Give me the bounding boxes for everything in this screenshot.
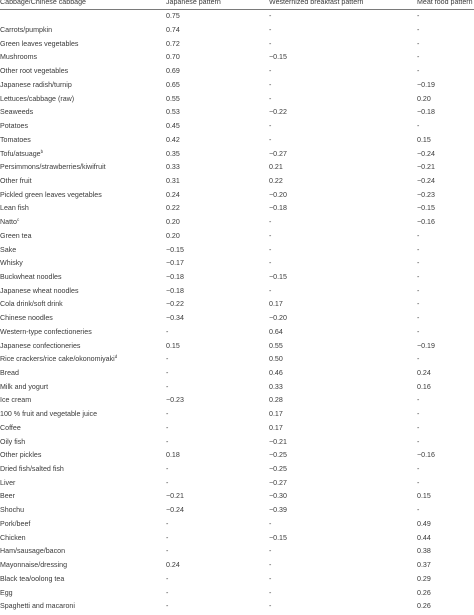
meat-food-pattern-value: −0.24 [417, 176, 435, 185]
meat-food-pattern-value: - [417, 314, 420, 323]
meat-food-pattern-value: - [417, 26, 420, 35]
table-row [0, 10, 474, 24]
westernized-breakfast-value: - [269, 80, 272, 89]
westernized-breakfast-value: 0.21 [269, 163, 283, 172]
meat-food-pattern-value: - [417, 478, 420, 487]
table-row [0, 51, 474, 65]
meat-food-pattern-value: 0.20 [417, 94, 431, 103]
westernized-breakfast-value: −0.27 [269, 478, 287, 487]
westernized-breakfast-value: −0.15 [269, 533, 287, 542]
meat-food-pattern-value: - [417, 355, 420, 364]
table-row [0, 326, 474, 340]
japanese-pattern-value: - [166, 519, 169, 528]
westernized-breakfast-value: - [269, 547, 272, 556]
column-header-meat-food-pattern: Meat food pattern [416, 0, 474, 10]
food-item-name: Western-type confectioneries [0, 327, 92, 336]
westernized-breakfast-value: - [269, 259, 272, 268]
food-item-label [0, 490, 166, 504]
food-item-label [0, 271, 166, 285]
westernized-breakfast-value: −0.27 [269, 149, 287, 158]
first-row-food-label: Cabbage/Chinese cabbage [0, 0, 166, 10]
japanese-pattern-value: 0.72 [166, 39, 180, 48]
japanese-pattern-value: - [166, 588, 169, 597]
japanese-pattern-value: −0.23 [166, 396, 184, 405]
food-item-name: Other pickles [0, 451, 42, 460]
food-item-label [0, 79, 166, 93]
westernized-breakfast-value: 0.28 [269, 396, 283, 405]
japanese-pattern-value: −0.18 [166, 286, 184, 295]
footnote-marker: d [114, 354, 118, 360]
food-item-name: 100 % fruit and vegetable juice [0, 410, 98, 419]
westernized-breakfast-value: −0.20 [269, 314, 287, 323]
food-item-label [0, 572, 166, 586]
westernized-breakfast-value: −0.15 [269, 53, 287, 62]
table-row [0, 545, 474, 559]
food-item-label [0, 339, 166, 353]
westernized-breakfast-value: 0.17 [269, 423, 283, 432]
meat-food-pattern-value: 0.38 [417, 547, 431, 556]
food-item-label [0, 92, 166, 106]
food-item-label [0, 559, 166, 573]
food-item-name: Lettuces/cabbage (raw) [0, 94, 75, 103]
food-item-label [0, 147, 166, 161]
westernized-breakfast-value: - [269, 135, 272, 144]
food-item-label [0, 463, 166, 477]
westernized-breakfast-value: - [269, 122, 272, 131]
japanese-pattern-value: −0.24 [166, 506, 184, 515]
japanese-pattern-value: −0.15 [166, 245, 184, 254]
westernized-breakfast-value: −0.15 [269, 272, 287, 281]
food-item-label [0, 435, 166, 449]
meat-food-pattern-value: −0.19 [417, 80, 435, 89]
westernized-breakfast-value: - [269, 245, 272, 254]
westernized-breakfast-value: - [269, 588, 272, 597]
table-row [0, 202, 474, 216]
food-item-name: Mushrooms [0, 53, 38, 62]
meat-food-pattern-value: - [417, 67, 420, 76]
meat-food-pattern-value: 0.26 [417, 588, 431, 597]
food-item-label [0, 65, 166, 79]
food-item-label [0, 216, 166, 230]
food-item-label [0, 188, 166, 202]
table-row [0, 435, 474, 449]
meat-food-pattern-value: - [417, 272, 420, 281]
westernized-breakfast-value: - [269, 94, 272, 103]
food-item-name: Japanese wheat noodles [0, 286, 79, 295]
table-row [0, 147, 474, 161]
table-row [0, 243, 474, 257]
food-item-label [0, 476, 166, 490]
food-item-name: Other fruit [0, 176, 32, 185]
westernized-breakfast-value: - [269, 231, 272, 240]
food-item-label [0, 133, 166, 147]
meat-food-pattern-value: - [417, 245, 420, 254]
food-item-label [0, 312, 166, 326]
food-item-name: Tomatoes [0, 135, 31, 144]
table-row [0, 230, 474, 244]
food-item-label [0, 545, 166, 559]
food-item-name: Japanese confectioneries [0, 341, 81, 350]
westernized-breakfast-value: −0.25 [269, 465, 287, 474]
japanese-pattern-value: 0.42 [166, 135, 180, 144]
meat-food-pattern-value: - [417, 437, 420, 446]
food-item-name: Whisky [0, 259, 23, 268]
meat-food-pattern-value: −0.16 [417, 218, 435, 227]
food-item-label [0, 449, 166, 463]
table-row [0, 559, 474, 573]
table-row [0, 106, 474, 120]
food-item-name: Persimmons/strawberries/kiwifruit [0, 163, 106, 172]
meat-food-pattern-value: 0.49 [417, 519, 431, 528]
table-row [0, 175, 474, 189]
food-item-label [0, 161, 166, 175]
food-item-label [0, 504, 166, 518]
food-item-name: Green tea [0, 231, 32, 240]
table-row [0, 504, 474, 518]
japanese-pattern-value: - [166, 602, 169, 611]
japanese-pattern-value: - [166, 478, 169, 487]
meat-food-pattern-value: - [417, 12, 420, 21]
food-item-label [0, 284, 166, 298]
food-item-name: Carrots/pumpkin [0, 26, 53, 35]
westernized-breakfast-value: - [269, 67, 272, 76]
table-row [0, 367, 474, 381]
westernized-breakfast-value: - [269, 519, 272, 528]
japanese-pattern-value: - [166, 355, 169, 364]
japanese-pattern-value: 0.70 [166, 53, 180, 62]
table-row [0, 133, 474, 147]
meat-food-pattern-value: −0.19 [417, 341, 435, 350]
food-item-label [0, 106, 166, 120]
japanese-pattern-value: 0.18 [166, 451, 180, 460]
japanese-pattern-value: 0.24 [166, 561, 180, 570]
meat-food-pattern-value: 0.16 [417, 382, 431, 391]
meat-food-pattern-value: - [417, 39, 420, 48]
food-item-label [0, 531, 166, 545]
food-item-name: Other root vegetables [0, 67, 69, 76]
food-item-name: Potatoes [0, 122, 29, 131]
column-header-westernized-breakfast-pattern: Westernized breakfast pattern [269, 0, 416, 10]
meat-food-pattern-value: −0.21 [417, 163, 435, 172]
table-row [0, 284, 474, 298]
food-item-name: Chicken [0, 533, 26, 542]
japanese-pattern-value: −0.22 [166, 300, 184, 309]
westernized-breakfast-value: −0.25 [269, 451, 287, 460]
meat-food-pattern-value: 0.44 [417, 533, 431, 542]
table-row [0, 216, 474, 230]
food-item-name: Rice crackers/rice cake/okonomiyaki [0, 355, 115, 364]
food-item-label [0, 230, 166, 244]
japanese-pattern-value: - [166, 574, 169, 583]
meat-food-pattern-value: - [417, 231, 420, 240]
food-item-name: Cola drink/soft drink [0, 300, 63, 309]
westernized-breakfast-value: 0.33 [269, 382, 283, 391]
westernized-breakfast-value: - [269, 26, 272, 35]
meat-food-pattern-value: - [417, 259, 420, 268]
table-row [0, 531, 474, 545]
westernized-breakfast-value: 0.50 [269, 355, 283, 364]
food-item-label [0, 367, 166, 381]
table-row [0, 353, 474, 367]
japanese-pattern-value: 0.24 [166, 190, 180, 199]
food-item-name: Spaghetti and macaroni [0, 602, 75, 611]
westernized-breakfast-value: −0.18 [269, 204, 287, 213]
food-item-label [0, 422, 166, 436]
food-item-name: Ham/sausage/bacon [0, 547, 66, 556]
japanese-pattern-value: 0.53 [166, 108, 180, 117]
table-row [0, 298, 474, 312]
column-header-japanese-pattern: Japanese pattern [166, 0, 269, 10]
westernized-breakfast-value: −0.30 [269, 492, 287, 501]
table-row [0, 79, 474, 93]
table-row [0, 65, 474, 79]
table-row [0, 572, 474, 586]
food-item-label [0, 202, 166, 216]
table-row [0, 463, 474, 477]
japanese-pattern-value: 0.55 [166, 94, 180, 103]
meat-food-pattern-value: - [417, 465, 420, 474]
japanese-pattern-value: 0.74 [166, 26, 180, 35]
food-item-label [0, 586, 166, 600]
food-item-label [0, 380, 166, 394]
food-item-label [0, 518, 166, 532]
meat-food-pattern-value: 0.37 [417, 561, 431, 570]
food-item-label [0, 175, 166, 189]
westernized-breakfast-value: - [269, 574, 272, 583]
food-item-name: Sake [0, 245, 17, 254]
westernized-breakfast-value: −0.39 [269, 506, 287, 515]
westernized-breakfast-value: 0.17 [269, 410, 283, 419]
food-item-label [0, 24, 166, 38]
japanese-pattern-value: 0.35 [166, 149, 180, 158]
japanese-pattern-value: 0.20 [166, 231, 180, 240]
japanese-pattern-value: 0.22 [166, 204, 180, 213]
meat-food-pattern-value: - [417, 410, 420, 419]
table-row [0, 161, 474, 175]
japanese-pattern-value: −0.18 [166, 272, 184, 281]
food-item-label [0, 326, 166, 340]
japanese-pattern-value: 0.15 [166, 341, 180, 350]
westernized-breakfast-value: −0.20 [269, 190, 287, 199]
food-item-name: Oily fish [0, 437, 26, 446]
food-item-name: Pork/beef [0, 519, 31, 528]
food-item-name: Beer [0, 492, 15, 501]
table-row [0, 449, 474, 463]
meat-food-pattern-value: 0.24 [417, 369, 431, 377]
meat-food-pattern-value: −0.23 [417, 190, 435, 199]
meat-food-pattern-value: 0.15 [417, 492, 431, 501]
table-header [0, 0, 474, 10]
food-item-name: Seaweeds [0, 108, 34, 117]
westernized-breakfast-value: −0.21 [269, 437, 287, 446]
table-row [0, 188, 474, 202]
meat-food-pattern-value: 0.26 [417, 602, 431, 611]
japanese-pattern-value: - [166, 423, 169, 432]
japanese-pattern-value: - [166, 369, 169, 377]
meat-food-pattern-value: - [417, 122, 420, 131]
food-item-name: Mayonnaise/dressing [0, 561, 68, 570]
food-item-name: Dried fish/salted fish [0, 465, 64, 474]
table-row [0, 24, 474, 38]
japanese-pattern-value: - [166, 547, 169, 556]
meat-food-pattern-value: −0.15 [417, 204, 435, 213]
table-row [0, 408, 474, 422]
meat-food-pattern-value: −0.16 [417, 451, 435, 460]
table-row [0, 92, 474, 106]
header-row [0, 0, 474, 10]
food-item-label [0, 120, 166, 134]
food-item-name: Japanese radish/turnip [0, 80, 72, 89]
food-item-name: Green leaves vegetables [0, 39, 79, 48]
food-item-label [0, 10, 166, 24]
westernized-breakfast-value: −0.22 [269, 108, 287, 117]
westernized-breakfast-value: - [269, 602, 272, 611]
table-row [0, 257, 474, 271]
table-row [0, 312, 474, 326]
meat-food-pattern-value: 0.29 [417, 574, 431, 583]
meat-food-pattern-value: −0.18 [417, 108, 435, 117]
food-item-name: Ice cream [0, 396, 32, 405]
japanese-pattern-value: - [166, 410, 169, 419]
food-item-name: Natto [0, 218, 17, 227]
meat-food-pattern-value: −0.24 [417, 149, 435, 158]
food-item-name: Bread [0, 369, 19, 377]
japanese-pattern-value: 0.33 [166, 163, 180, 172]
westernized-breakfast-value: 0.46 [269, 369, 283, 377]
food-item-label [0, 37, 166, 51]
meat-food-pattern-value: - [417, 506, 420, 515]
meat-food-pattern-value: - [417, 300, 420, 309]
japanese-pattern-value: 0.75 [166, 12, 180, 21]
food-item-label [0, 298, 166, 312]
meat-food-pattern-value: - [417, 286, 420, 295]
table-row [0, 339, 474, 353]
westernized-breakfast-value: 0.55 [269, 341, 283, 350]
table-row [0, 518, 474, 532]
table-row [0, 422, 474, 436]
meat-food-pattern-value: - [417, 327, 420, 336]
food-item-name: Pickled green leaves vegetables [0, 190, 102, 199]
food-item-label [0, 408, 166, 422]
westernized-breakfast-value: 0.22 [269, 176, 283, 185]
westernized-breakfast-value: - [269, 561, 272, 570]
japanese-pattern-value: - [166, 437, 169, 446]
westernized-breakfast-value: - [269, 218, 272, 227]
table-row [0, 476, 474, 490]
meat-food-pattern-value: - [417, 423, 420, 432]
table-row [0, 37, 474, 51]
japanese-pattern-value: - [166, 465, 169, 474]
food-item-name: Shochu [0, 506, 25, 515]
westernized-breakfast-value: - [269, 39, 272, 48]
japanese-pattern-value: - [166, 327, 169, 336]
japanese-pattern-value: −0.34 [166, 314, 184, 323]
food-item-name: Tofu/atsuage [0, 149, 41, 158]
food-item-label [0, 394, 166, 408]
japanese-pattern-value: - [166, 533, 169, 542]
table-row [0, 394, 474, 408]
meat-food-pattern-value: - [417, 53, 420, 62]
food-item-name: Chinese noodles [0, 314, 53, 323]
food-item-name: Coffee [0, 423, 21, 432]
japanese-pattern-value: −0.21 [166, 492, 184, 501]
japanese-pattern-value: 0.45 [166, 122, 180, 131]
japanese-pattern-value: - [166, 382, 169, 391]
japanese-pattern-value: 0.69 [166, 67, 180, 76]
table-row [0, 271, 474, 285]
meat-food-pattern-value: - [417, 396, 420, 405]
food-item-label [0, 51, 166, 65]
meat-food-pattern-value: 0.15 [417, 135, 431, 144]
food-item-name: Black tea/oolong tea [0, 574, 65, 583]
japanese-pattern-value: 0.20 [166, 218, 180, 227]
food-item-label [0, 257, 166, 271]
westernized-breakfast-value: 0.17 [269, 300, 283, 309]
westernized-breakfast-value: - [269, 286, 272, 295]
table-row [0, 120, 474, 134]
food-item-name: Milk and yogurt [0, 382, 49, 391]
footnote-marker: c [16, 217, 20, 223]
table-row [0, 490, 474, 504]
food-item-label [0, 353, 166, 367]
westernized-breakfast-value: 0.64 [269, 327, 283, 336]
food-item-name: Buckwheat noodles [0, 272, 62, 281]
food-item-name: Lean fish [0, 204, 29, 213]
japanese-pattern-value: −0.17 [166, 259, 184, 268]
westernized-breakfast-value: - [269, 12, 272, 21]
japanese-pattern-value: 0.65 [166, 80, 180, 89]
japanese-pattern-value: 0.31 [166, 176, 180, 185]
table-row [0, 586, 474, 600]
food-item-name: Egg [0, 588, 13, 597]
food-item-label [0, 243, 166, 257]
footnote-marker: b [40, 148, 44, 154]
food-item-name: Liver [0, 478, 16, 487]
table-row [0, 380, 474, 394]
table-body [0, 10, 474, 614]
